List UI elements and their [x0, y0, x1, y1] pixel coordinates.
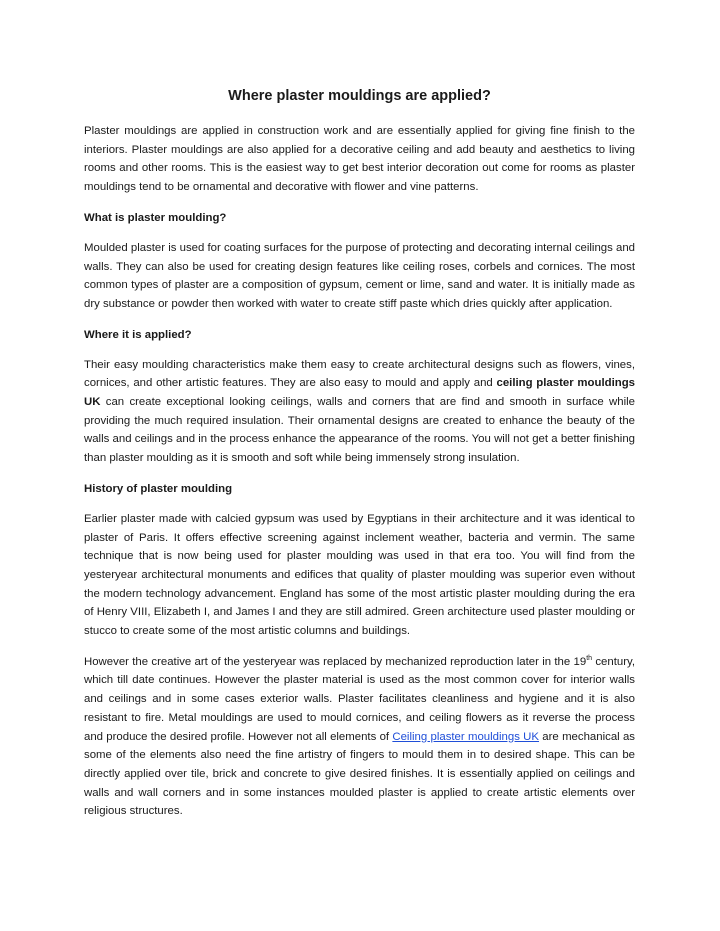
- section-paragraph-history: Earlier plaster made with calcied gypsum was used by Egyptians in their architecture and it was identical to plaster of Paris. It offers effective screening against inclement weather, bacteria and vermin. The same technique that is now being used for plaster moulding was used in that era too. You will find from the yesteryear architectural monuments and edifices that quality of plaster moulding was superior even without the modern technology advancement. England has some of the most artistic plaster moulding during the era of Henry VIII, Elizabeth I, and James I and they are still admired. Green architecture used plaster moulding or stucco to create some of the most artistic columns and buildings.: [84, 512, 635, 638]
- superscript: th: [586, 654, 593, 662]
- paragraph-text: Their easy moulding characteristics make them easy to create architectural designs such as flowers, vines, cornices, and other artistic features. They are also easy to mould and apply and: [84, 358, 635, 390]
- section-paragraph-where-applied: [84, 356, 635, 468]
- document-page: [84, 86, 635, 833]
- intro-paragraph: Plaster mouldings are applied in construction work and are essentially applied for giving fine finish to the interiors. Plaster mouldings are also applied for a decorative ceiling and add beauty and aesthetics to living rooms and other rooms. This is the easiest way to get best interior decoration out come for rooms as plaster mouldings tend to be ornamental and decorative with flower and vine patterns.: [84, 125, 635, 194]
- section-heading-where-applied: Where it is applied?: [84, 328, 192, 341]
- section-paragraph-what-is: Moulded plaster is used for coating surfaces for the purpose of protecting and decorating internal ceilings and walls. They can also be used for creating design features like ceiling roses, corbels and cornices. The most common types of plaster are a composition of gypsum, cement or lime, sand and water. It is initially made as dry substance or powder then worked with water to create stiff paste which dries quickly after application.: [84, 241, 635, 310]
- paragraph-text: century, which till date continues. However the plaster material is used as the most common cover for interior walls and ceilings and in some cases exterior walls. Plaster facilitates cleanliness and hygiene and it is also resistant to fire. Metal mouldings are used to mould cornices, and ceiling flowers as it reverse the process and produce the desired profile. However not all elements of: [84, 655, 636, 743]
- page-title: Where plaster mouldings are applied?: [228, 88, 491, 104]
- bold-keyword: ceiling plaster mouldings UK: [84, 377, 635, 409]
- paragraph-text: are mechanical as some of the elements also need the fine artistry of fingers to mould them in to desired shape. This can be directly applied over tile, brick and concrete to give desired finishes. It is essentially applied on ceilings and walls and wall corners and in some instances moulded plaster is applied to create artistic elements over religious structures.: [84, 730, 636, 818]
- section-paragraph-history-2: [84, 653, 635, 821]
- paragraph-text: can create exceptional looking ceilings, walls and corners that are find and smooth in surface while providing the much required insulation. Their ornamental designs are created to enhance the beauty of the walls and ceilings and in the process enhance the appearance of the rooms. You will not get a better finishing than plaster moulding as it is smooth and soft while being immensely strong insulation.: [84, 396, 635, 465]
- section-heading-what-is: What is plaster moulding?: [84, 211, 227, 224]
- section-heading-history: History of plaster moulding: [84, 482, 233, 495]
- paragraph-text: However the creative art of the yesteryear was replaced by mechanized reproduction later in the 19: [84, 655, 587, 668]
- ceiling-mouldings-link[interactable]: Ceiling plaster mouldings UK: [392, 730, 540, 743]
